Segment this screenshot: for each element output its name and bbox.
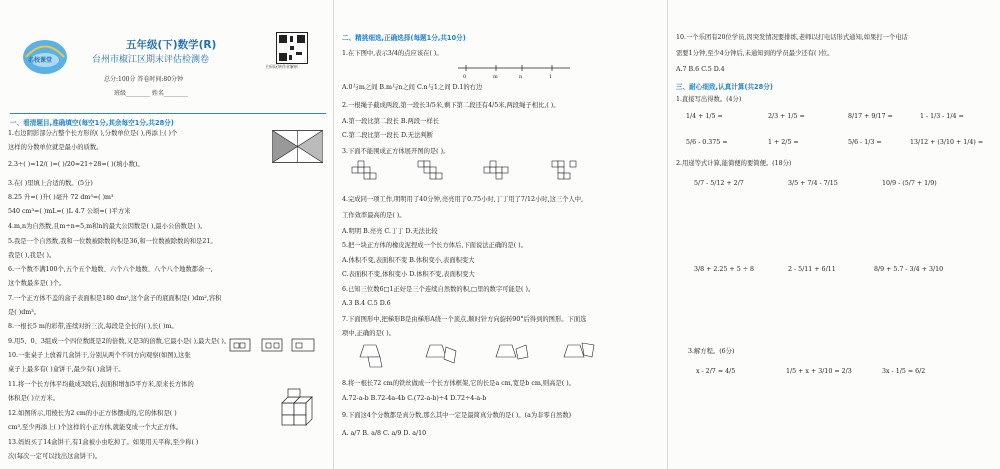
question-line: 6.已知三位数6□1正好是三个连续自然数的积,□里的数字可能是( )。 <box>342 286 535 293</box>
question-line: 4.m,n为自然数,且m÷n=5,m和n的最大公因数是( ),最小公倍数是( )。 <box>8 223 207 230</box>
calc-item: 5/6 - 1/3 = <box>848 139 882 146</box>
question-line: 我是( ),我是( )。 <box>8 252 56 259</box>
school-logo <box>14 34 76 78</box>
question-line: 7.一个正方体不盖的盒子表面积是180 dm²,这个盒子的底面积是( )dm²,容积 <box>8 295 222 302</box>
question-line: 3.下面不能围成正方体展开图的是( )。 <box>342 148 450 155</box>
question-line: A.7 B.6 C.5 D.4 <box>676 66 725 73</box>
question-line: A.第一段比第二段长 B.两段一样长 <box>342 118 440 125</box>
number-line-label: 1 <box>549 74 553 80</box>
exam-subtitle: 台州市椒江区期末评估检测卷 <box>92 55 210 65</box>
question-line: 2.用递等式计算,能简便的要简便。(18分) <box>676 160 792 167</box>
question-line: 2.3÷( )=12/( )=( )/20=21÷28=( )(填小数)。 <box>8 161 144 168</box>
question-line: 7.下面图形中,把梯形B是由梯形A绕一个顶点,顺时针方向旋转90°后得到的图形。下面选 <box>342 316 587 323</box>
question-line: 1.右边阴影部分占整个长方形的( ),分数单位是( ),再添上( )个 <box>8 130 178 137</box>
calc-item: 10/9 - (5/7 + 1/9) <box>882 180 937 187</box>
question-line: A.明明 B.亮亮 C.丁丁 D.无法比较 <box>342 228 438 235</box>
score-time: 总分:100分 答卷时间:80分钟 <box>104 76 184 83</box>
question-line: 次(每次一定可以找出这盒饼干)。 <box>8 453 102 460</box>
question-line: A.体积不变,表面积不变 B.体积变小,表面积变大 <box>342 257 475 264</box>
page-right <box>668 0 1000 469</box>
question-line: 10.一个乐团有20位学员,因突发情况要排练,老师以打电话形式通知,如果打一个电话 <box>676 34 908 41</box>
question-line: 4.完成同一项工作,明明用了40分钟,亮亮用了0.75小时,丁丁用了7/12小时,这三个人中, <box>342 196 584 203</box>
calc-item: 2/3 + 1/5 = <box>768 113 805 120</box>
calc-item: 13/12 + (3/10 + 1/4) = <box>910 139 984 146</box>
question-line: 工作效率最高的是( )。 <box>342 212 406 219</box>
question-line: A.3 B.4 C.5 D.6 <box>342 300 391 307</box>
section-2-heading: 二、精挑细选,正确选择(每题1分,共10分) <box>342 34 466 42</box>
question-line: 项中,正确的是( )。 <box>342 330 395 337</box>
question-line: 9.用5、0、3组成一个四位数既是2的倍数,又是3的倍数,它最小是( ),最大是( )。 <box>8 338 231 345</box>
question-line: A. a/7 B. a/8 C. a/9 D. a/10 <box>342 430 427 437</box>
page-middle <box>334 0 667 469</box>
question-line: 13.妈妈买了14盒饼干,有1盒被小虫吃掉了。如果用天平称,至少称( ) <box>8 439 199 446</box>
question-line: 桌子上最多有( )盒饼干,最少有( )盒饼干。 <box>8 366 125 373</box>
question-line: 5.把一块正方体的橡皮泥捏成一个长方体后,下面说法正确的是( )。 <box>342 242 527 249</box>
divider <box>10 113 326 114</box>
equation-item: 1/5 + x + 3/10 = 2/3 <box>786 368 852 375</box>
section-3-heading: 三、耐心细致,认真计算(共28分) <box>676 83 773 91</box>
calc-item: 3/5 + 7/4 - 7/15 <box>788 180 838 187</box>
question-line: 是( )dm³。 <box>8 309 41 316</box>
question-line: C.表面积不变,体积变小 D.体积不变,表面积变大 <box>342 271 475 278</box>
question-line: 12.如图所示,用棱长为2 cm的小正方体摆成的,它的体积是( ) <box>8 410 177 417</box>
question-line: 8.一根长5 m的彩带,连续对折三次,每段是全长的( ),长( )m。 <box>8 323 178 330</box>
logo-text: 名校课堂 <box>28 57 53 64</box>
question-line: 540 cm³=( )mL=( )L 4.7 公顷=( )平方米 <box>8 208 131 215</box>
calc-item: 5/7 - 5/12 + 2/7 <box>694 180 744 187</box>
question-line: A.0与m之间 B.m与n之间 C.n与1之间 D.1的右边 <box>342 84 483 91</box>
calc-item: 8/17 + 9/17 = <box>848 113 893 120</box>
calc-item: 1 + 2/5 = <box>768 139 799 146</box>
question-line: 5.我是一个自然数,我和一位数被除数的积是36,和一位数被除数的和是21。 <box>8 238 217 245</box>
question-line: 3.在( )里填上合适的数。(5分) <box>8 180 93 187</box>
question-line: cm³,至少再添上( )个这样的小正方体,就能变成一个大正方体。 <box>8 424 183 431</box>
question-line: 6.一个数不满100个,五个五个地数、六个六个地数、八个八个地数都余一, <box>8 266 213 273</box>
trapezoid-rotation-figure <box>350 341 630 369</box>
shaded-rectangle-figure <box>272 130 324 164</box>
page-title: 五年级(下)数学(R) <box>126 39 217 51</box>
cube-nets-figure <box>350 160 610 182</box>
question-line: 8.将一根长72 cm的铁丝做成一个长方体框架,它的长是a cm,宽是b cm,则高是( )。 <box>342 380 575 387</box>
question-line: 3.解方程。(6分) <box>688 348 735 355</box>
calc-item: 2 - 5/11 + 6/11 <box>788 266 836 273</box>
calc-item: 1/4 + 1/5 = <box>686 113 723 120</box>
page-left <box>0 0 333 469</box>
question-line: 这个数最多是( )个。 <box>8 280 66 287</box>
question-line: C.第二段比第一段长 D.无法判断 <box>342 132 433 139</box>
question-line: 2.一根绳子截成两段,第一段长3/5米,剩下第二段还有4/5米,两段绳子相比,( )。 <box>342 102 560 109</box>
calc-item: 5/6 - 0.375 = <box>686 139 728 146</box>
number-line-label: m <box>493 74 498 80</box>
calc-item: 3/8 + 2.25 + 5 ÷ 8 <box>694 266 755 273</box>
question-line: 这样的分数单位就是最小的质数。 <box>8 144 103 151</box>
calc-item: 1 - 1/3 - 1/4 = <box>920 113 964 120</box>
equation-item: 3x - 1/5 = 6/2 <box>882 368 926 375</box>
equation-item: x - 2/7 = 4/5 <box>696 368 736 375</box>
question-line: 体积是( )立方米。 <box>8 395 59 402</box>
question-line: A.72-a-b B.72-4a-4b C.(72-a-b)÷4 D.72÷4-a-b <box>342 395 487 402</box>
question-line: 11.将一个长方体平均截成3段后,表面积增加5平方米,原来长方体的 <box>8 381 194 388</box>
cube-stack-figure <box>280 387 324 427</box>
question-line: 1.在下图中,表示3/4的点应该在( )。 <box>342 50 443 57</box>
class-name-field: 班级________ 姓名________ <box>114 90 188 97</box>
question-line: 需要1分钟,至少4分钟后,未通知到的学员最少还有( )位。 <box>676 50 834 57</box>
question-line: 8.25 升=( )升( )毫升 72 dm³=( )m³ <box>8 194 114 201</box>
question-line: 1.直接写出得数。(4分) <box>676 96 742 103</box>
number-line-figure <box>456 62 574 76</box>
section-1-heading: 一、看清题目,准确填空(每空1分,其余每空1分,共28分) <box>10 119 174 127</box>
biscuit-views-figure <box>228 337 320 361</box>
number-line-label: 0 <box>463 74 467 80</box>
question-line: 10.一张桌子上放着几盒饼干,分别从两个不同方向观察(如图),这张 <box>8 352 191 359</box>
qr-code-icon[interactable] <box>276 32 308 64</box>
qr-caption: 扫码玩转作业解析 <box>266 64 298 69</box>
calc-item: 8/9 + 5.7 - 3/4 + 3/10 <box>874 266 944 273</box>
question-line: 9.下面这4个分数都是真分数,那么其中一定是最简真分数的是( )。(a为非零自然数) <box>342 412 572 419</box>
number-line-label: n <box>519 74 523 80</box>
